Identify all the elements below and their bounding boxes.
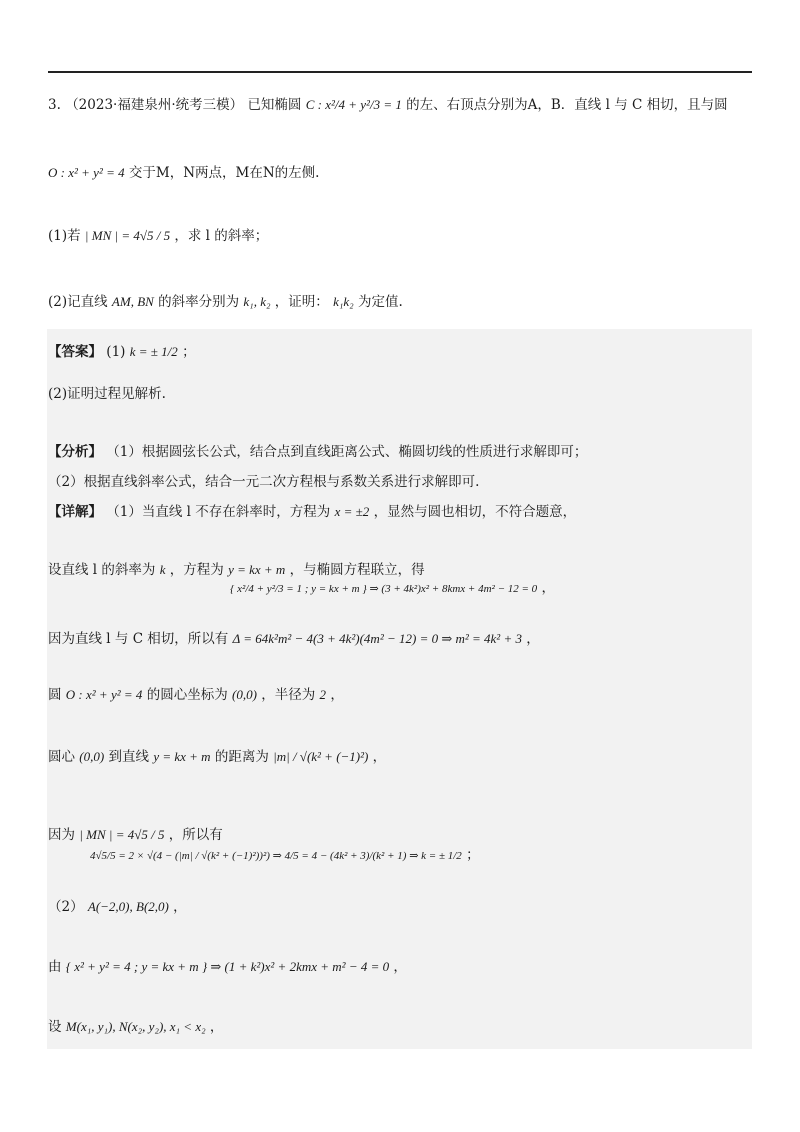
detail-line-1: [48, 503, 576, 521]
part2-line-3: [48, 1018, 223, 1036]
detail-line4-mid: 的圆心坐标为: [146, 687, 228, 703]
detail-line3-end: ，: [526, 631, 540, 647]
detail-line6-lead: 因为: [48, 827, 75, 843]
part1-question: [48, 227, 268, 245]
detail-line4-circle: O : x² + y² = 4: [65, 687, 143, 702]
part2-mid: 的斜率分别为: [158, 294, 240, 310]
problem-stem-end: 交于M，N两点，M在N的左侧.: [128, 165, 320, 181]
analysis-item-1: （1）根据圆弦长公式，结合点到直线距离公式、椭圆切线的性质进行求解即可；: [106, 444, 588, 460]
part2-line2-end: ，: [393, 959, 407, 975]
problem-number: 3.: [48, 97, 61, 113]
detail-line5-center: (0,0): [79, 749, 105, 764]
detail-line2-lead: 设直线 l 的斜率为: [48, 562, 156, 578]
part2-line3-equation: M(x₁, y₁), N(x₂, y₂), x₁ < x₂: [65, 1019, 206, 1034]
part2-points: A(−2,0), B(2,0): [87, 899, 169, 914]
detail-line2-end: ，: [541, 580, 555, 596]
detail-line2-k: k: [159, 562, 166, 577]
detail-line4-mid2: ，半径为: [261, 687, 316, 703]
circle-equation: O : x² + y² = 4: [48, 165, 125, 180]
part2-prove: ，证明：: [274, 294, 329, 310]
detail-line4-radius: 2: [319, 687, 327, 702]
part1-end: ，求 l 的斜率；: [174, 228, 269, 244]
detail-line5-mid: 到直线: [108, 749, 150, 765]
detail-line2-mid: ，方程为: [169, 562, 224, 578]
detail-line-5: [48, 748, 386, 766]
detail-line4-center: (0,0): [232, 687, 257, 702]
detail-line-3: [48, 630, 540, 648]
part2-line3-lead: 设: [48, 1019, 62, 1035]
detail-line5-mid2: 的距离为: [214, 749, 269, 765]
analysis-item-2: （2）根据直线斜率公式，结合一元二次方程根与系数关系进行求解即可.: [48, 474, 480, 490]
part2-lines: AM, BN: [111, 294, 154, 309]
answer1-lead: (1): [106, 344, 126, 360]
detail-line-6: [48, 826, 223, 844]
detail-line-2: [48, 561, 425, 579]
detail-line6-equation-row: [90, 846, 480, 865]
detail-line2-system-row: [230, 579, 555, 598]
problem-stem-lead: 已知椭圆: [247, 97, 302, 113]
detail-line6-end: ；: [466, 847, 480, 863]
analysis-label: 【分析】: [48, 444, 102, 460]
part2-slopes: k₁, k₂: [243, 294, 271, 309]
answer-line-1: [48, 343, 196, 361]
part2-detail-end: ，: [173, 899, 187, 915]
problem-line-2: [48, 164, 319, 182]
part2-question: [48, 293, 403, 311]
problem-source: （2023·福建泉州·统考三模）: [65, 97, 244, 113]
detail-line2-mid2: ，与椭圆方程联立，得: [289, 562, 425, 578]
answer1-end: ；: [182, 344, 196, 360]
part2-line-1: [48, 898, 187, 916]
ellipse-equation: C : x²/4 + y²/3 = 1: [305, 97, 402, 112]
detail-line6-mn: | MN | = 4√5 / 5: [79, 827, 165, 842]
problem-stem-mid: 的左、右顶点分别为A，B．直线 l 与 C 相切，且与圆: [406, 97, 728, 113]
problem-line-1: [48, 96, 728, 114]
detail-line4-lead: 圆: [48, 687, 62, 703]
header-rule: [48, 71, 752, 73]
part2-lead: (2)记直线: [48, 294, 108, 310]
part1-condition: | MN | = 4√5 / 5: [84, 228, 171, 243]
answer-line-2: (2)证明过程见解析.: [48, 386, 166, 402]
detail-line5-end: ，: [372, 749, 387, 765]
detail-line5-line: y = kx + m: [153, 749, 211, 764]
detail-label: 【详解】: [48, 504, 102, 520]
answer1-value: k = ± 1/2: [129, 344, 178, 359]
detail-line3-lead: 因为直线 l 与 C 相切，所以有: [48, 631, 229, 647]
detail-line2-system: { x²/4 + y²/3 = 1 ; y = kx + m } ⇒ (3 + 4k²)x² + 8kmx + 4m² − 12 = 0: [230, 583, 538, 595]
part2-line2-lead: 由: [48, 959, 62, 975]
detail-line6-equation: 4√5/5 = 2 × √(4 − (|m| / √(k² + (−1)²))²) ⇒ 4/5 = 4 − (4k² + 3)/(k² + 1) ⇒ k = ± 1/2: [90, 850, 462, 862]
part2-line-2: [48, 958, 407, 976]
detail-line-4: [48, 686, 344, 704]
part2-end: 为定值.: [357, 294, 403, 310]
detail-line1-end: ，显然与圆也相切，不符合题意，: [373, 504, 577, 520]
detail-line2-equation: y = kx + m: [228, 562, 286, 577]
part2-line2-system: { x² + y² = 4 ; y = kx + m } ⇒ (1 + k²)x² + 2kmx + m² − 4 = 0: [65, 959, 390, 974]
part2-product: k₁k₂: [333, 294, 354, 309]
analysis-line-1: [48, 443, 587, 461]
detail-line1-equation: x = ±2: [334, 504, 370, 519]
detail-line3-equation: Δ = 64k²m² − 4(3 + 4k²)(4m² − 12) = 0 ⇒ m² = 4k² + 3: [232, 631, 522, 646]
answer-label: 【答案】: [48, 344, 102, 360]
part1-lead: (1)若: [48, 228, 81, 244]
detail-line4-end: ，: [330, 687, 344, 703]
detail-line5-distance: |m| / √(k² + (−1)²): [273, 749, 369, 764]
detail-line1-text: （1）当直线 l 不存在斜率时，方程为: [106, 504, 331, 520]
detail-line5-lead: 圆心: [48, 749, 75, 765]
detail-line6-mid: ，所以有: [168, 827, 223, 843]
part2-detail-lead: （2）: [48, 899, 84, 915]
part2-line3-end: ，: [209, 1019, 224, 1035]
